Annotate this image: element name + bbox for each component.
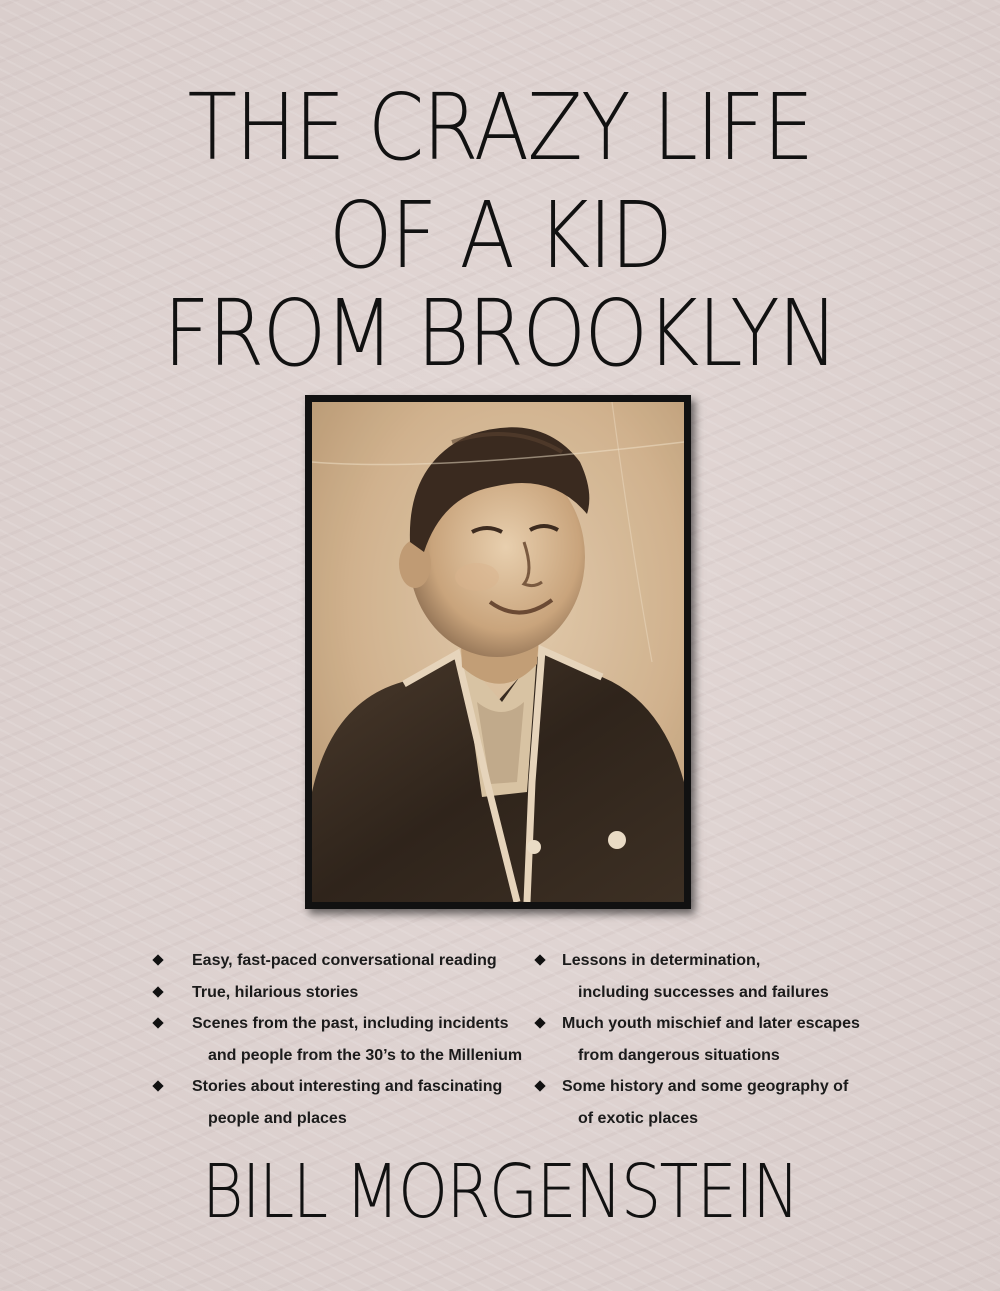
- title-line-2: OF A KID: [328, 182, 672, 289]
- bullet-item: [150, 945, 540, 977]
- bullet-text: Much youth mischief and later escapes: [562, 1015, 860, 1032]
- bullet-text: people and places: [208, 1109, 347, 1127]
- bullet-text: Lessons in determination,: [562, 952, 761, 969]
- diamond-bullet-icon: [152, 1017, 163, 1028]
- author-name: BILL MORGENSTEIN: [201, 1149, 799, 1235]
- bullet-text: including successes and failures: [578, 983, 829, 1001]
- bullet-text: and people from the 30’s to the Millenium: [208, 1046, 523, 1064]
- bullets-left-column: [150, 945, 540, 1134]
- bullet-item: [150, 1008, 540, 1071]
- diamond-bullet-icon: [534, 1017, 545, 1028]
- bullet-text: Scenes from the past, including incidents: [192, 1015, 509, 1032]
- bullet-text: True, hilarious stories: [192, 983, 359, 1001]
- diamond-bullet-icon: [152, 986, 163, 997]
- bullets-right-column: [532, 945, 872, 1134]
- diamond-bullet-icon: [534, 1080, 545, 1091]
- title-line-1: THE CRAZY LIFE: [187, 74, 813, 181]
- boy-portrait-photo: [312, 402, 684, 902]
- bullet-text: Easy, fast-paced conversational reading: [192, 952, 497, 969]
- title-line-3: FROM BROOKLYN: [163, 280, 837, 387]
- diamond-bullet-icon: [534, 954, 545, 965]
- photo-frame: [305, 395, 691, 909]
- bullet-item: [532, 945, 872, 1008]
- bullet-text: Stories about interesting and fascinating: [192, 1078, 503, 1095]
- diamond-bullet-icon: [152, 954, 163, 965]
- bullet-item: [150, 1071, 540, 1134]
- bullet-item: [532, 1008, 872, 1071]
- bullet-text: of exotic places: [578, 1109, 699, 1127]
- bullet-text: from dangerous situations: [578, 1046, 780, 1064]
- bullet-item: [150, 977, 540, 1009]
- bullet-text: Some history and some geography of: [562, 1078, 849, 1095]
- bullet-item: [532, 1071, 872, 1134]
- diamond-bullet-icon: [152, 1080, 163, 1091]
